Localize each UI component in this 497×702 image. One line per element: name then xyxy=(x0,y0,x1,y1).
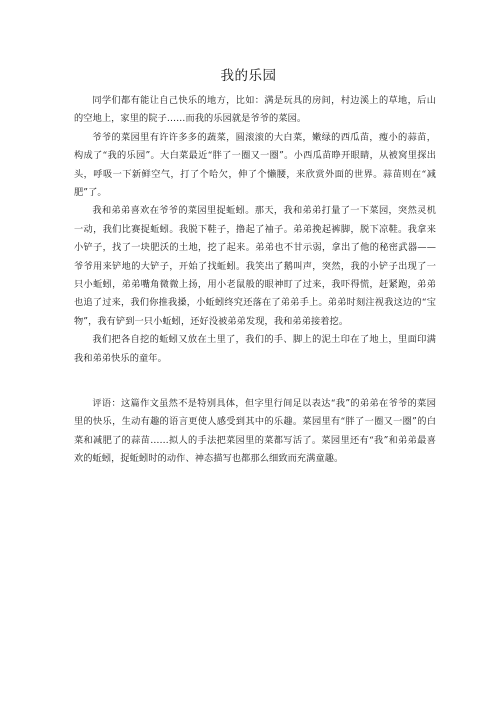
essay-body xyxy=(74,92,436,368)
essay-paragraph: 我们把各自挖的蚯蚓又放在土里了，我们的手、脚上的泥土印在了地上，里面印满我和弟弟快乐的童年。 xyxy=(74,334,436,364)
essay-paragraph: 我和弟弟喜欢在爷爷的菜园里捉蚯蚓。那天，我和弟弟打量了一下菜园，突然灵机一动，我们比赛捉蚯蚓。我脱下鞋子，撸起了袖子。弟弟挽起裤脚，脱下凉鞋。我拿来小铲子，找了一块肥沃的土地，挖了起来。弟弟也不甘示弱，拿出了他的秘密武器——爷爷用来铲地的大铲子，开始了找蚯蚓。我笑出了鹅叫声，突然，我的小铲子出现了一只小蚯蚓，弟弟嘴角微微上扬，用小老鼠般的眼神盯了过来，我吓得慌，赶紧跑，弟弟也追了过来，我们你推我搡，小蚯蚓终究还落在了弟弟手上。弟弟时刻注视我这边的“宝物”，我有铲到一只小蚯蚓，还好没被弟弟发现，我和弟弟接着挖。 xyxy=(74,205,436,327)
essay-paragraph: 爷爷的菜园里有许许多多的蔬菜，圆滚滚的大白菜，嫩绿的西瓜苗，瘦小的蒜苗，构成了“我的乐园”。大白菜最近“胖了一圈又一圈”。小西瓜苗睁开眼睛，从被窝里探出头，呼吸一下新鲜空气，打了个哈欠，伸了个懒腰，来欣赏外面的世界。蒜苗则在“减肥”了。 xyxy=(74,131,436,199)
essay-title: 我的乐园 xyxy=(220,68,277,84)
teacher-comment xyxy=(74,395,436,469)
essay-paragraph: 同学们都有能让自己快乐的地方，比如：满是玩具的房间，村边溪上的草地，后山的空地上，家里的院子……而我的乐园就是爷爷的菜园。 xyxy=(74,95,436,125)
comment-paragraph: 评语：这篇作文虽然不是特别具体，但字里行间足以表达“我”的弟弟在爷爷的菜园里的快乐，生动有趣的语言更使人感受到其中的乐趣。菜园里有“胖了一圈又一圈”的白菜和减肥了的蒜苗……拟人的手法把菜园里的菜都写活了。菜园里还有“我”和弟弟最喜欢的蚯蚓，捉蚯蚓时的动作、神态描写也都那么细致而充满童趣。 xyxy=(74,398,436,465)
